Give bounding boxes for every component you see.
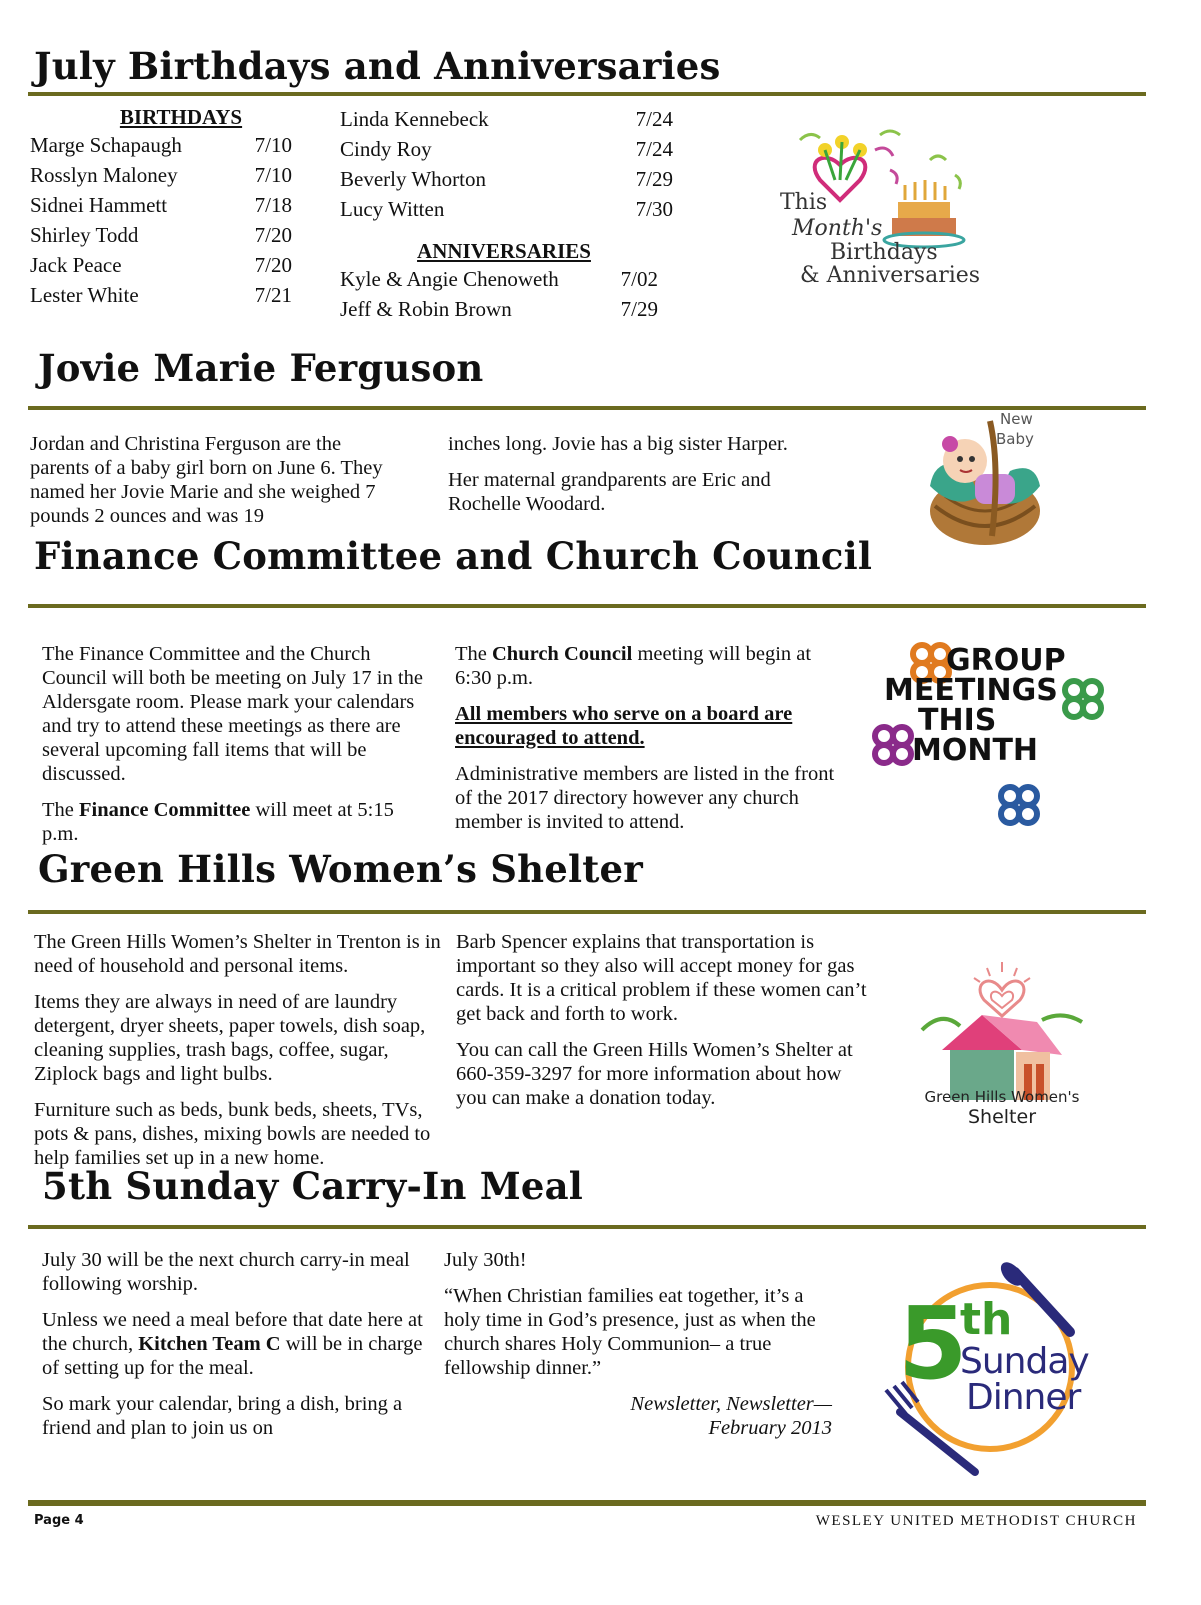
list-item (340, 164, 673, 194)
shelter-logo-text: Green Hills Women's (924, 1088, 1080, 1106)
anniversary-list (340, 264, 658, 324)
finance-committee-bold: Finance Committee (79, 799, 251, 821)
baby-section-title: Jovie Marie Ferguson (38, 346, 484, 390)
event-date: 7/10 (254, 163, 292, 187)
event-date: 7/10 (254, 133, 292, 157)
meal-section-title: 5th Sunday Carry-In Meal (42, 1164, 584, 1208)
shelter-logo (912, 960, 1092, 1160)
section-rule (28, 604, 1146, 608)
kitchen-team-bold: Kitchen Team C (138, 1333, 281, 1355)
list-item (30, 160, 292, 190)
section-rule (28, 1225, 1146, 1229)
person-name: Lucy Witten (340, 197, 445, 221)
footer-rule (28, 1500, 1146, 1506)
finance-paragraph: The Finance Committee and the Church Council will both be meeting on July 17 in the Aldersgate room. Please mark your calendars and try to attend these meetings as there are several upcoming fall items that will be discussed. (42, 643, 423, 785)
shelter-paragraph: You can call the Green Hills Women’s Shelter at 660-359-3297 for more information about how you can make a donation today. (456, 1039, 853, 1109)
church-council-bold: Church Council (492, 643, 633, 665)
list-item (340, 194, 673, 224)
citation-line: Newsletter, Newsletter— (630, 1393, 832, 1415)
fifth-suffix: th (960, 1294, 1013, 1345)
sunday-text: Sunday (960, 1341, 1089, 1382)
text-span: The (455, 643, 492, 665)
shelter-column-2 (456, 930, 868, 1122)
event-date: 7/20 (254, 223, 292, 247)
baby-column-2 (448, 432, 848, 528)
event-date: 7/18 (254, 193, 292, 217)
meal-paragraph: So mark your calendar, bring a dish, bring a friend and plan to join us on (42, 1393, 403, 1439)
shelter-section-title: Green Hills Women’s Shelter (38, 847, 643, 891)
meal-citation (444, 1392, 832, 1440)
event-date: 7/29 (635, 167, 673, 191)
art-text-birthdays: Birthdays (830, 240, 938, 265)
person-name: Jeff & Robin Brown (340, 297, 512, 321)
person-name: Sidnei Hammett (30, 193, 168, 217)
list-item (30, 250, 292, 280)
meal-quote: “When Christian families eat together, it’s a holy time in God’s presence, just as when the church shares Holy Communion– a true fellowship dinner.” (444, 1285, 816, 1379)
list-item (30, 130, 292, 160)
art-text: GROUP (946, 643, 1066, 678)
board-members-notice: All members who serve on a board are encouraged to attend. (455, 703, 793, 749)
event-date: 7/21 (254, 283, 292, 307)
art-text-baby: Baby (996, 430, 1034, 448)
list-item (340, 264, 658, 294)
list-item (30, 220, 292, 250)
shelter-paragraph: Barb Spencer explains that transportation is important so they also will accept money for gas cards. It is a critical problem if these women can’t get back and forth to work. (456, 931, 867, 1025)
list-item (30, 280, 292, 310)
group-meetings-text (864, 643, 1114, 768)
list-item (340, 134, 673, 164)
finance-paragraph (42, 798, 434, 846)
art-text-new: New (1000, 410, 1033, 428)
shelter-column-1 (34, 930, 442, 1182)
person-name: Rosslyn Maloney (30, 163, 178, 187)
art-text-month: Month's (792, 216, 883, 241)
birthday-list (30, 130, 292, 310)
shelter-paragraph: Items they are always in need of are laundry detergent, dryer sheets, paper towels, dish soap, cleaning supplies, trash bags, coffee, sugar, Ziplock bags and light bulbs. (34, 991, 426, 1085)
fifth-number: 5 (898, 1285, 968, 1402)
shelter-paragraph: The Green Hills Women’s Shelter in Trenton is in need of household and personal items. (34, 931, 441, 977)
person-name: Marge Schapaugh (30, 133, 182, 157)
baby-paragraph: Her maternal grandparents are Eric and Rochelle Woodard. (448, 469, 771, 515)
dinner-text: Dinner (966, 1377, 1081, 1418)
text-span: will be in charge of setting up for the meal. (42, 1333, 423, 1379)
person-name: Kyle & Angie Chenoweth (340, 267, 559, 291)
birthdays-column-1 (30, 104, 292, 310)
birthdays-clipart (780, 120, 980, 300)
person-name: Linda Kennebeck (340, 107, 489, 131)
church-name: WESLEY UNITED METHODIST CHURCH (815, 1513, 1137, 1529)
meal-paragraph: July 30th! (444, 1249, 527, 1271)
birthdays-column-2 (340, 104, 673, 324)
section-rule (28, 910, 1146, 914)
person-name: Cindy Roy (340, 137, 432, 161)
art-text-anniversaries: & Anniversaries (800, 263, 981, 288)
finance-column-2 (455, 642, 847, 846)
finance-section-title: Finance Committee and Church Council (34, 534, 873, 578)
list-item (340, 104, 673, 134)
section-rule (28, 406, 1146, 410)
shelter-paragraph: Furniture such as beds, bunk beds, sheets, TVs, pots & pans, dishes, mixing bowls are needed to help families set up in a new home. (34, 1099, 431, 1169)
baby-basket-icon (920, 416, 1060, 556)
event-date: 7/29 (620, 297, 658, 321)
group-meetings-clipart (864, 640, 1114, 830)
shelter-logo-text-2: Shelter (967, 1106, 1037, 1128)
event-date: 7/20 (254, 253, 292, 277)
list-item (30, 190, 292, 220)
birthdays-heading: BIRTHDAYS (119, 105, 243, 129)
art-text-this: This (780, 190, 828, 215)
birthdays-section-title: July Birthdays and Anniversaries (34, 44, 721, 88)
fifth-sunday-dinner-logo (880, 1262, 1100, 1482)
art-text: MONTH (912, 733, 1039, 768)
event-date: 7/02 (620, 267, 658, 291)
event-date: 7/30 (635, 197, 673, 221)
anniversaries-heading: ANNIVERSARIES (417, 239, 591, 263)
meal-paragraph (42, 1308, 432, 1380)
text-span: The (42, 799, 79, 821)
meal-column-2 (444, 1248, 832, 1440)
finance-column-1 (42, 642, 434, 858)
section-rule (28, 92, 1146, 96)
birthday-list (340, 104, 673, 224)
event-date: 7/24 (635, 137, 673, 161)
art-text: MEETINGS (884, 673, 1058, 708)
person-name: Jack Peace (30, 253, 122, 277)
text-span: Unless we need a meal before that date here at the church, (42, 1309, 423, 1355)
text-span: will meet at 5:15 p.m. (42, 799, 394, 845)
art-text: THIS (918, 703, 997, 738)
new-baby-clipart (920, 410, 1060, 556)
finance-paragraph (455, 642, 847, 690)
event-date: 7/24 (635, 107, 673, 131)
meal-column-1 (42, 1248, 432, 1452)
person-name: Shirley Todd (30, 223, 139, 247)
page-number: Page 4 (34, 1513, 84, 1528)
baby-paragraph: Jordan and Christina Ferguson are the parents of a baby girl born on June 6. They named her Jovie Marie and she weighed 7 pounds 2 ounces and was 19 (30, 433, 383, 527)
meal-paragraph: July 30 will be the next church carry-in meal following worship. (42, 1249, 410, 1295)
finance-paragraph: Administrative members are listed in the front of the 2017 directory however any church member is invited to attend. (455, 763, 835, 833)
list-item (340, 294, 658, 324)
baby-paragraph: inches long. Jovie has a big sister Harper. (448, 433, 788, 455)
citation-line: February 2013 (708, 1417, 832, 1439)
text-span: meeting will begin at 6:30 p.m. (455, 643, 812, 689)
person-name: Lester White (30, 283, 139, 307)
person-name: Beverly Whorton (340, 167, 486, 191)
baby-column-1 (30, 432, 400, 540)
